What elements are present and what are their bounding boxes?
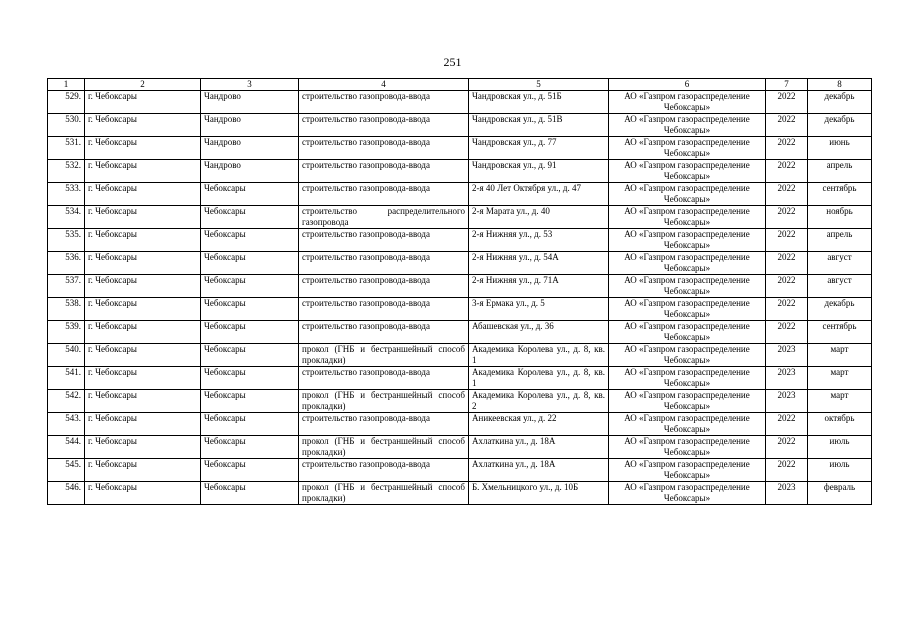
month-cell: декабрь [808,298,872,321]
work-type-cell: строительство газопровода-ввода [299,367,469,390]
month-cell: март [808,367,872,390]
locality-cell: Чебоксары [201,390,299,413]
table-row [48,413,872,436]
address-cell: 2-я 40 Лет Октября ул., д. 47 [469,183,609,206]
row-number-cell: 530. [48,114,85,137]
address-cell: Чандровская ул., д. 91 [469,160,609,183]
row-number-cell: 533. [48,183,85,206]
organization-cell: АО «Газпром газораспределение Чебоксары» [609,91,766,114]
month-cell: август [808,275,872,298]
month-cell: февраль [808,482,872,505]
locality-cell: Чебоксары [201,252,299,275]
district-cell: г. Чебоксары [85,275,201,298]
year-cell: 2022 [766,206,808,229]
organization-cell: АО «Газпром газораспределение Чебоксары» [609,160,766,183]
month-cell: апрель [808,229,872,252]
table-row [48,367,872,390]
address-cell: 2-я Нижняя ул., д. 71А [469,275,609,298]
organization-cell: АО «Газпром газораспределение Чебоксары» [609,298,766,321]
district-cell: г. Чебоксары [85,298,201,321]
row-number-cell: 543. [48,413,85,436]
district-cell: г. Чебоксары [85,114,201,137]
year-cell: 2023 [766,390,808,413]
district-cell: г. Чебоксары [85,482,201,505]
address-cell: Чандровская ул., д. 51Б [469,91,609,114]
table-row [48,91,872,114]
work-type-cell: прокол (ГНБ и бестраншейный способ прокладки) [299,436,469,459]
table-row [48,137,872,160]
year-cell: 2022 [766,413,808,436]
district-cell: г. Чебоксары [85,367,201,390]
address-cell: 2-я Нижняя ул., д. 53 [469,229,609,252]
month-cell: июль [808,459,872,482]
locality-cell: Чебоксары [201,183,299,206]
year-cell: 2022 [766,137,808,160]
row-number-cell: 536. [48,252,85,275]
year-cell: 2022 [766,321,808,344]
organization-cell: АО «Газпром газораспределение Чебоксары» [609,183,766,206]
district-cell: г. Чебоксары [85,436,201,459]
locality-cell: Чебоксары [201,344,299,367]
column-number: 7 [766,79,808,91]
table-row [48,252,872,275]
locality-cell: Чандрово [201,137,299,160]
year-cell: 2022 [766,436,808,459]
work-type-cell: строительство газопровода-ввода [299,459,469,482]
address-cell: 3-я Ермака ул., д. 5 [469,298,609,321]
work-type-cell: прокол (ГНБ и бестраншейный способ прокладки) [299,344,469,367]
row-number-cell: 542. [48,390,85,413]
organization-cell: АО «Газпром газораспределение Чебоксары» [609,367,766,390]
row-number-cell: 544. [48,436,85,459]
month-cell: ноябрь [808,206,872,229]
address-cell: Чандровская ул., д. 51В [469,114,609,137]
organization-cell: АО «Газпром газораспределение Чебоксары» [609,344,766,367]
work-type-cell: строительство газопровода-ввода [299,298,469,321]
table-row [48,275,872,298]
work-type-cell: строительство газопровода-ввода [299,91,469,114]
row-number-cell: 540. [48,344,85,367]
address-cell: 2-я Марата ул., д. 40 [469,206,609,229]
address-cell: Чандровская ул., д. 77 [469,137,609,160]
work-type-cell: строительство газопровода-ввода [299,229,469,252]
address-cell: Аникеевская ул., д. 22 [469,413,609,436]
district-cell: г. Чебоксары [85,344,201,367]
year-cell: 2022 [766,114,808,137]
row-number-cell: 531. [48,137,85,160]
district-cell: г. Чебоксары [85,459,201,482]
column-number-row [48,79,872,91]
year-cell: 2022 [766,160,808,183]
month-cell: март [808,390,872,413]
table-row [48,436,872,459]
work-type-cell: строительство газопровода-ввода [299,183,469,206]
row-number-cell: 541. [48,367,85,390]
column-number: 3 [201,79,299,91]
gasification-table [47,78,872,505]
row-number-cell: 539. [48,321,85,344]
address-cell: Академика Королева ул., д. 8, кв. 1 [469,344,609,367]
address-cell: Академика Королева ул., д. 8, кв. 2 [469,390,609,413]
work-type-cell: прокол (ГНБ и бестраншейный способ прокладки) [299,390,469,413]
locality-cell: Чебоксары [201,436,299,459]
year-cell: 2022 [766,252,808,275]
district-cell: г. Чебоксары [85,390,201,413]
row-number-cell: 532. [48,160,85,183]
year-cell: 2023 [766,367,808,390]
address-cell: 2-я Нижняя ул., д. 54А [469,252,609,275]
row-number-cell: 538. [48,298,85,321]
month-cell: март [808,344,872,367]
district-cell: г. Чебоксары [85,183,201,206]
address-cell: Ахлаткина ул., д. 18А [469,459,609,482]
column-number: 2 [85,79,201,91]
month-cell: декабрь [808,114,872,137]
locality-cell: Чандрово [201,114,299,137]
work-type-cell: строительство газопровода-ввода [299,321,469,344]
year-cell: 2023 [766,482,808,505]
address-cell: Ахлаткина ул., д. 18А [469,436,609,459]
table-row [48,482,872,505]
locality-cell: Чебоксары [201,321,299,344]
year-cell: 2022 [766,298,808,321]
year-cell: 2022 [766,275,808,298]
organization-cell: АО «Газпром газораспределение Чебоксары» [609,413,766,436]
organization-cell: АО «Газпром газораспределение Чебоксары» [609,137,766,160]
page-number: 251 [443,55,462,69]
locality-cell: Чандрово [201,160,299,183]
year-cell: 2022 [766,459,808,482]
column-number: 6 [609,79,766,91]
work-type-cell: строительство распределительного газопровода [299,206,469,229]
work-type-cell: строительство газопровода-ввода [299,137,469,160]
table-row [48,298,872,321]
month-cell: август [808,252,872,275]
work-type-cell: прокол (ГНБ и бестраншейный способ прокладки) [299,482,469,505]
row-number-cell: 529. [48,91,85,114]
locality-cell: Чебоксары [201,298,299,321]
column-number: 4 [299,79,469,91]
organization-cell: АО «Газпром газораспределение Чебоксары» [609,436,766,459]
year-cell: 2023 [766,344,808,367]
table-row [48,229,872,252]
year-cell: 2022 [766,229,808,252]
table-row [48,183,872,206]
locality-cell: Чебоксары [201,229,299,252]
organization-cell: АО «Газпром газораспределение Чебоксары» [609,390,766,413]
district-cell: г. Чебоксары [85,91,201,114]
locality-cell: Чандрово [201,91,299,114]
district-cell: г. Чебоксары [85,252,201,275]
month-cell: декабрь [808,91,872,114]
organization-cell: АО «Газпром газораспределение Чебоксары» [609,229,766,252]
district-cell: г. Чебоксары [85,413,201,436]
month-cell: сентябрь [808,183,872,206]
table-row [48,344,872,367]
district-cell: г. Чебоксары [85,137,201,160]
locality-cell: Чебоксары [201,275,299,298]
district-cell: г. Чебоксары [85,206,201,229]
row-number-cell: 546. [48,482,85,505]
column-number: 1 [48,79,85,91]
organization-cell: АО «Газпром газораспределение Чебоксары» [609,459,766,482]
month-cell: октябрь [808,413,872,436]
month-cell: июль [808,436,872,459]
column-number: 8 [808,79,872,91]
table-row [48,459,872,482]
district-cell: г. Чебоксары [85,229,201,252]
address-cell: Б. Хмельницкого ул., д. 10Б [469,482,609,505]
work-type-cell: строительство газопровода-ввода [299,413,469,436]
district-cell: г. Чебоксары [85,160,201,183]
organization-cell: АО «Газпром газораспределение Чебоксары» [609,321,766,344]
row-number-cell: 535. [48,229,85,252]
year-cell: 2022 [766,91,808,114]
table-row [48,206,872,229]
column-number: 5 [469,79,609,91]
organization-cell: АО «Газпром газораспределение Чебоксары» [609,275,766,298]
organization-cell: АО «Газпром газораспределение Чебоксары» [609,252,766,275]
row-number-cell: 537. [48,275,85,298]
organization-cell: АО «Газпром газораспределение Чебоксары» [609,114,766,137]
work-type-cell: строительство газопровода-ввода [299,114,469,137]
locality-cell: Чебоксары [201,459,299,482]
month-cell: сентябрь [808,321,872,344]
organization-cell: АО «Газпром газораспределение Чебоксары» [609,206,766,229]
locality-cell: Чебоксары [201,482,299,505]
row-number-cell: 545. [48,459,85,482]
work-type-cell: строительство газопровода-ввода [299,160,469,183]
table-row [48,160,872,183]
locality-cell: Чебоксары [201,413,299,436]
address-cell: Академика Королева ул., д. 8, кв. 1 [469,367,609,390]
address-cell: Абашевская ул., д. 36 [469,321,609,344]
work-type-cell: строительство газопровода-ввода [299,252,469,275]
month-cell: июнь [808,137,872,160]
table-row [48,390,872,413]
table-row [48,114,872,137]
row-number-cell: 534. [48,206,85,229]
month-cell: апрель [808,160,872,183]
district-cell: г. Чебоксары [85,321,201,344]
work-type-cell: строительство газопровода-ввода [299,275,469,298]
locality-cell: Чебоксары [201,206,299,229]
organization-cell: АО «Газпром газораспределение Чебоксары» [609,482,766,505]
locality-cell: Чебоксары [201,367,299,390]
table-row [48,321,872,344]
year-cell: 2022 [766,183,808,206]
